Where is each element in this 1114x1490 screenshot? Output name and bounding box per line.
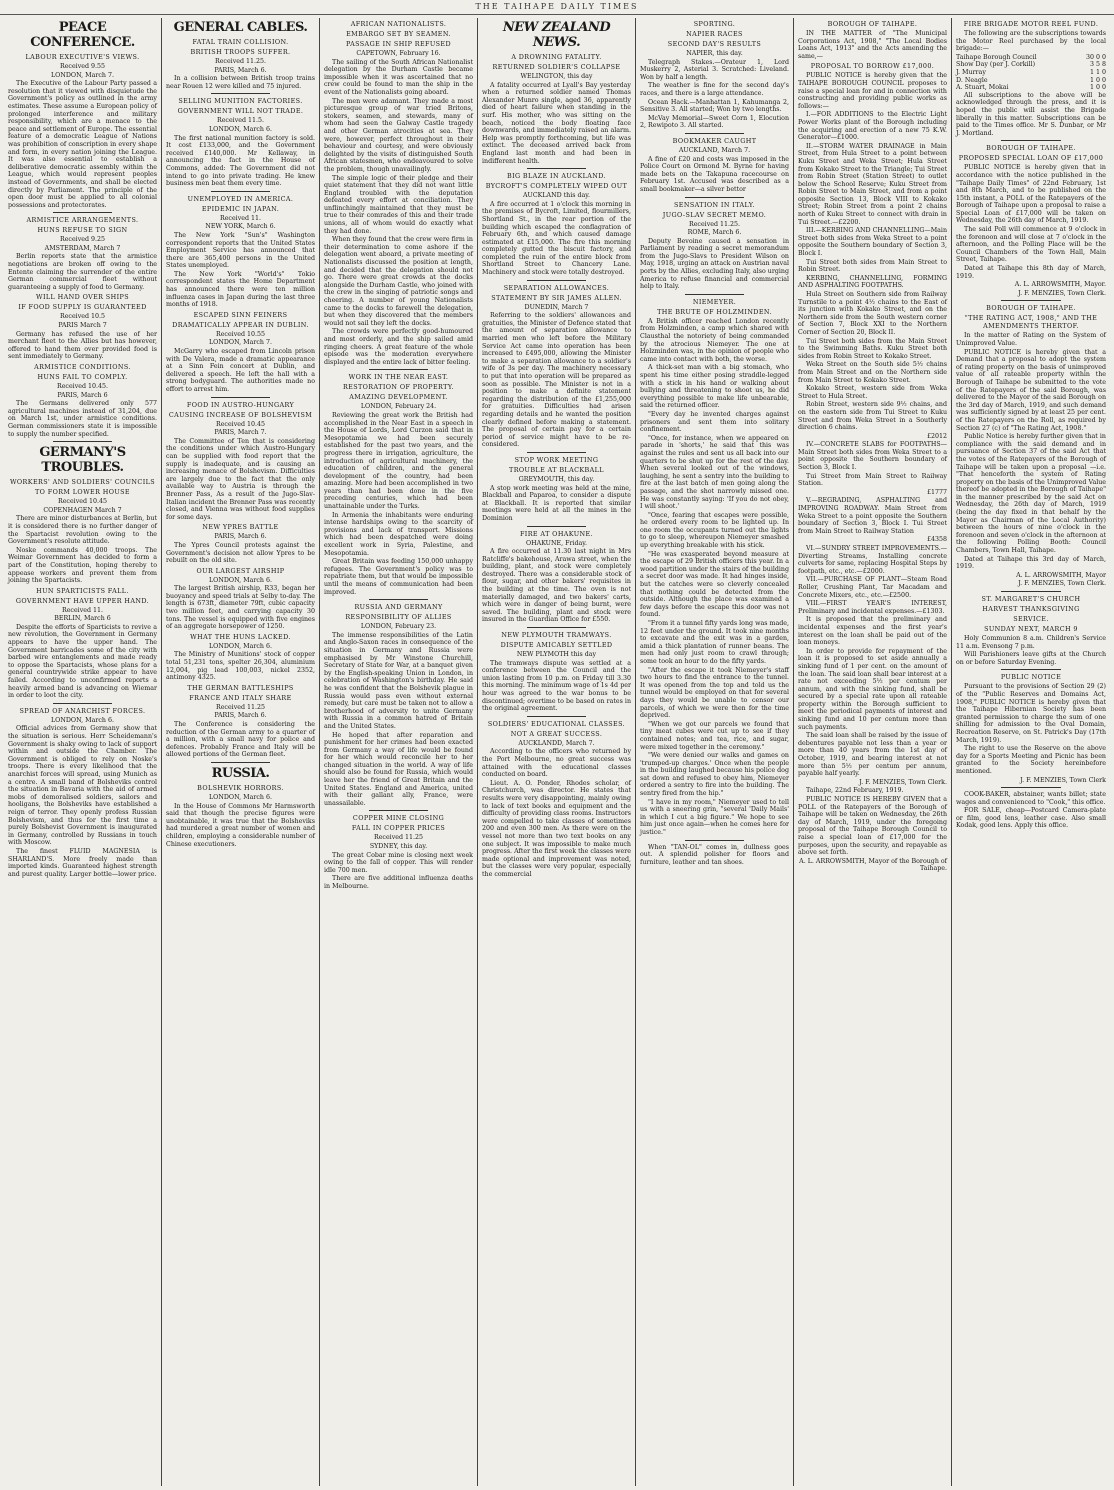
paragraph: The immense responsibilities of the Latin and Anglo-Saxon races in consequence of the situation in Germany and Russia were emphasised by Mr Winstone Churchill, Secretary of State for War, at a banquet given by the English-speaking Union in London, in celebration of Washington's birthday. He said he was confident that the Bolshevik plague in Russia would pass even without external remedy, but care must be taken not to allow a brotherhood of adversity to unite Germany with Russia in a common hatred of Britain and the United States. <box>324 631 473 730</box>
subscriber-name: J. Murray <box>956 68 986 76</box>
dateline: OHAKUNE, Friday. <box>526 539 587 547</box>
section-heading: TROUBLE AT BLACKBALL <box>509 465 604 474</box>
section-heading: NEW YPRES BATTLE <box>202 523 279 532</box>
dateline: WELINGTON, this day <box>520 73 593 80</box>
section-heading: FIRE BRIGADE MOTOR REEL FUND. <box>963 20 1099 28</box>
received-time: Received 11.25. <box>688 220 741 228</box>
paragraph: A fire occurred at 11.30 last night in Mrs Ratcliffe's bakehouse, Arawa street, when the building, plant, and stock were completely destroyed. There was a considerable stock of flour, sugar, and other bakers' requisites in the building at the time. The oven is not materially damaged, and two bakers' carts, which were in danger of being burnt, were saved. The building, plant and stock were insured in the Guardian Office for £550. <box>482 548 631 624</box>
dateline: SYDNEY, this day. <box>369 843 428 851</box>
divider <box>527 627 587 628</box>
subscription-amount: 3 5 8 <box>1089 61 1106 69</box>
section-heading: THE BRUTE OF HOLZMINDEN. <box>657 307 772 316</box>
paragraph: Berlin reports state that the armistice negotiations are broken off owing to the Entente claiming the surrender of the entire German commercial fleet without guaranteeing a supply of food to Germany. <box>8 253 157 291</box>
paragraph: I.—FOR ADDITIONS to the Electric Light Power Works plant of the Borough including the acquiring and erection of a new 75 K.W. Generator—£1000. <box>798 111 947 142</box>
section-heading: RETURNED SOLDIER'S COLLAPSE <box>492 63 621 71</box>
divider <box>369 369 429 370</box>
paragraph: The Conference is considering the reduction of the German army to a quarter of a million, with a small navy for police and defences. Probably France and Italy will be allowed portions of the German fleet. <box>166 721 315 759</box>
divider <box>53 703 113 704</box>
paragraph: Lieut. A. O. Ponder, Rhodes scholar, of Christchurch, was director. He states that results were very disappointing, mainly owing to lack of text books and equipment and the difficulty of providing class rooms. Instructors were compelled to take classes of sometimes 200 and even 300 men. As there were on the vessel not more than two text books on any one subject. It was impossible to make much progress. After the first week the classes were made optional and improvement was noted, but the classes were very popular, especially the commercial <box>482 779 631 878</box>
paragraph: "When we got our parcels we found that tiny meat cubes were cut up to see if they contained notes; and tea, rice, and sugar, were mixed together in the ceremony." <box>640 720 789 751</box>
headline: RUSSIA. <box>211 765 270 781</box>
subscriber-name: A. Stuart, Mokai <box>956 84 1009 92</box>
paragraph: Official advices from Germany show that the situation is serious. Herr Scheidemann's Government is shaky owing to lack of support within and outside the Chamber. The Government is obliged to rely on Noske's troops. There is every likelihood that the anarchist forces will spread, using Munich as a centre. A small band of Bolsheviks control the situation in Bavaria with the aid of armed mobs of demoralised soldiers, sailors and hooligans, the Bolsheviks have established a reign of terror. They openly profess Russian Bolshevism, and thus for the first time a purely Bolshevist Government is inaugurated in Germany, controlled by Russians in touch with Moscow. <box>8 725 157 847</box>
paragraph: In order to provide for repayment of the loan it is proposed to set aside annually a sinking fund of 1 per cent. on the amount of the loan. The said loan shall bear interest at a rate not exceeding 5½ per centum per annum, and with the sinking fund, shall be secured by a special rate upon all rateable property within the Borough sufficient to meet the periodical payments of interest and sinking fund and 10 per centum more than such payments. <box>798 647 947 731</box>
dateline: PARIS March 7 <box>58 322 107 330</box>
signature: £4358 <box>926 536 947 544</box>
section-heading: SPREAD OF ANARCHIST FORCES. <box>19 706 146 715</box>
divider <box>527 716 587 717</box>
dateline: PARIS, March 6. <box>214 533 267 541</box>
paragraph: A fire occurred at 1 o'clock this morning in the premises of Bycroft, Limited, flourmillers, Shortland St., in the rear portion of the building which escaped the conflagration of February 6th, and which caused damage estimated at £15,000. The fire this morning completely gutted the biscuit factory, and completed the ruin of the entire block from Shortland Street to Chancery Lane. Machinery and stock were totally destroyed. <box>482 200 631 277</box>
paragraph: The finest FLUID MAGNESIA is SHARLAND'S. More freely made than imported kinds. Guaranteed highest strength and purest quality. Larger bottle—lower price. <box>8 847 157 878</box>
paragraph: The Ministry of Munitions' stock of copper total 51,231 tons, spelter 26,304, aluminium 12,004, pig lead 100,003, nickel 2352, antimony 4325. <box>166 651 315 682</box>
dateline: PARIS, March 6 <box>57 391 108 399</box>
section-heading: UNEMPLOYED IN AMERICA. <box>187 194 294 203</box>
paragraph: There are five additional influenza deaths in Melbourne. <box>324 875 473 890</box>
received-time: Received 10.45. <box>56 383 109 390</box>
paragraph: Tui Street from Main Street to Railway Station. <box>798 472 947 488</box>
received-time: Received 11. <box>219 214 262 222</box>
section-heading: AMAZING DEVELOPMENT. <box>349 393 448 402</box>
paragraph: Weka Street on the South side 5½ chains from Main Street and on the Northern side from Main Street to Kokako Street. <box>798 361 947 384</box>
signature: A. L. ARROWSMITH, Mayor. <box>1014 281 1106 289</box>
subscription-line <box>956 77 1106 85</box>
section-heading: EMBARGO SET BY SEAMEN. <box>346 30 451 38</box>
paragraph: Taihape, 22nd February, 1919. <box>806 787 904 795</box>
signature: J. F. MENZIES, Town Clerk <box>1020 776 1106 784</box>
paragraph: "Once, fearing that escapes were possible, he ordered every room to be lighted up. In one room the occupants turned out the lights to go to sleep, whereupon Niemeyer smashed up everything breakable with his stick. <box>640 511 789 550</box>
received-time: Received 11. <box>61 606 104 614</box>
paragraph: In the matter of Rating on the System of Unimproved Value. <box>956 332 1106 347</box>
paragraph: McVay Memorial—Sweet Corn 1, Elocution 2, Rewipoto 3. All started. <box>640 114 789 130</box>
paragraph: PUBLIC NOTICE is hereby given that in accordance with the notice published in the "Taihape Daily Times" of 22nd February, 1st and 8th March, and to be published on the 15th instant, a POLL of the Ratepayers of the Borough of Taihape upon a proposal to raise a Special Loan of £17,000 will be taken on Wednesday, the 26th day of March, 1919. <box>956 164 1106 225</box>
divider <box>527 168 587 169</box>
divider <box>53 212 113 213</box>
divider <box>1001 591 1061 592</box>
paragraph: V.—REGRADING, ASPHALTING and IMPROVING ROADWAY. Main Street from Weka Street to a point opposite the Southern boundary of Section 3, Block I. Tui Street from Main Street to Railway Station <box>798 497 947 535</box>
paragraph: Holy Communion 8 a.m. Children's Service 11 a.m. Evensong 7 p.m. <box>956 635 1106 650</box>
paragraph: The largest British airship, R33, began her buoyancy and speed trials at Selby to-day. The length is 673ft, diameter 79ft, cubic capacity two million feet, and carrying capacity 30 tons. The vessel is equipped with five engines of an aggregate horsepower of 1250. <box>166 585 315 631</box>
section-heading: DRAMATICALLY APPEAR IN DUBLIN. <box>172 320 309 329</box>
section-heading: LABOUR EXECUTIVE'S VIEWS. <box>25 53 140 61</box>
section-heading: WORK IN THE NEAR EAST. <box>348 373 449 382</box>
paragraph: In the House of Commons Mr Harmsworth said that though the precise figures were unobtainable, it was true that the Bolsheviks had murdered a great number of women and children, employing a considerable number of Chinese executioners. <box>166 802 315 848</box>
section-heading: ESCAPED SINN FEINERS <box>193 310 288 319</box>
section-heading: BRITISH TROOPS SUFFER. <box>190 48 291 56</box>
divider <box>211 191 271 192</box>
dateline: AUCKLANDD, March 7. <box>518 739 595 747</box>
section-heading: NIEMEYER. <box>692 297 737 306</box>
received-time: Received 10.55 <box>215 330 266 338</box>
paragraph: VII.—PURCHASE OF PLANT—Steam Road Roller, Crushing Plant, Tar Macadam and Concrete Mixers, etc., etc.—£2500. <box>798 576 947 599</box>
paragraph: The sailing of the South African Nationalist delegation by the Durham Castle became impossible when it was ascertained that no crew could be found to man the ship in the event of the Nationalists going aboard. <box>324 58 473 96</box>
section-heading: A DROWNING FATALITY. <box>511 53 602 61</box>
section-heading: HARVEST THANKSGIVING <box>982 605 1080 613</box>
dateline: LONDON, March 7. <box>51 71 114 79</box>
section-heading: SELLING MUNITION FACTORIES. <box>178 97 303 106</box>
paragraph: A stop work meeting was held at the mine, Blackball and Paparoa, to consider a dispute at Blackball. It is reported that similar meetings were held at all the mines in the Dominion <box>482 484 631 522</box>
section-heading: TO FORM LOWER HOUSE <box>35 488 130 497</box>
signature: J. F. MENZIES, Town Clerk. <box>859 778 947 786</box>
paragraph: Ocean Hack.—Manhattan 1, Kahumanga 2, Sensitive 3. All started; Won by two lengths. <box>640 98 789 114</box>
paragraph: PUBLIC NOTICE is hereby given that the TAIHAPE BOROUGH COUNCIL proposes to raise a special loan for and in connection with constructing and providing public works as follows:— <box>798 72 947 110</box>
section-heading: SEPARATION ALLOWANCES. <box>503 283 610 292</box>
paragraph: PUBLIC NOTICE IS HEREBY GIVEN that a POLL of the Ratepayers of the Borough of Taihape will be taken on Wednesday, the 26th day of March, 1919, under the foregoing proposal of the Taihape Borough Council to raise a special loan of £17,000 for the purposes, upon the security, and repayable as above set forth. <box>798 796 947 857</box>
divider <box>1001 787 1061 788</box>
paragraph: II.—STORM WATER DRAINAGE in Main Street, from Hula Street to a point between Kuku Street and Weka Street; Hula Street from Kokako Street to the Triangle; Tui Street from Robin Street (Station Street) to outlet below the School Reserve; Kuku Street from Robin Street to Main Street, and from a point opposite Section 13, Block VIII to Kokako Street; Robin Street from a point 2 chains north of Kuku Street to connect with drain in Tui Street.—£2200. <box>798 142 947 226</box>
paragraph: The said Poll will commence at 9 o'clock in the forenoon and will close at 7 o'clock in the afternoon, and the Polling Place will be the Council Chambers of the Town Hall, Main Street, Taihape. <box>956 226 1106 264</box>
divider <box>527 526 587 527</box>
dateline: LONDON, February 24. <box>360 403 437 411</box>
paragraph: The simple logic of their pledge and their quiet statement that they did not want little England troubled with the deputation defeated every effort at conciliation. They unflinchingly maintained that they must be true to their comrades of this and their trade unions, all of whom would do exactly what they had done. <box>324 174 473 235</box>
divider <box>1001 300 1061 301</box>
dateline: PARIS, March 7. <box>214 429 267 437</box>
section-heading: HUNS REFUSE TO SIGN <box>37 226 128 235</box>
subscriber-name: Taihape Borough Council <box>956 53 1037 61</box>
divider <box>369 810 429 811</box>
subscription-amount: 1 0 0 <box>1089 84 1106 92</box>
section-heading: AFRICAN NATIONALISTS. <box>350 20 447 28</box>
column-2 <box>162 18 320 1486</box>
paragraph: In a collision between British troop trains near Rouen 12 were killed and 75 injured. <box>166 75 315 90</box>
headline: GERMANY'S TROUBLES. <box>39 445 126 476</box>
column-1 <box>4 18 162 1486</box>
headline: NEW ZEALAND NEWS. <box>502 20 611 50</box>
paragraph: A fine of £20 and costs was imposed in the Police Court on Ormond M. Byrne for having made bets on the Takapuna racecourse on February 1st. Accused was described as a small bookmaker—a silver bettor <box>640 155 789 193</box>
dateline: GREYMOUTH, this day. <box>518 475 595 483</box>
paragraph: When "TAN-OL" comes in, dullness goes out. A splendid polisher for floors and furniture, leather and tan shoes. <box>640 843 789 866</box>
section-heading: "THE RATING ACT, 1908," AND THE AMENDMENTS THERTOF. <box>964 314 1098 331</box>
paragraph: All subscriptions to the above will be acknowledged through the press, and it is hoped the public will assist the Brigade liberally in this matter. Subscriptions can be paid to the Times office. Mr S. Dunbar, or Mr J. Mortland. <box>956 91 1106 137</box>
section-heading: CAUSING INCREASE OF BOLSHEVISM <box>168 410 313 419</box>
paragraph: IV.—CONCRETE SLABS for FOOTPATHS—Main Street both sides from Weka Street to a point opposite the Southern boundary of Section 3, Block I. <box>798 441 947 472</box>
paragraph: Deputy Bevoine caused a sensation in Parliament by reading a secret memorandum from the Jugo-Slavs to President Wilson on May, 1918, urging an attack on Austrian naval ports by the Allies, excluding Italy, also urging America to refuse financial and commercial help to Italy. <box>640 237 789 291</box>
paragraph: "After the escape it took Niemeyer's staff two hours to find the entrance to the tunnel. It was opened from the top and told us the tunnel would be employed on that for several days they would be unable to censor our parcels, of which we were then for the time deprived. <box>640 666 789 720</box>
divider <box>527 452 587 453</box>
dateline: LONDON, March 6. <box>51 716 114 724</box>
paragraph: "From it a tunnel fifty yards long was made, 12 feet under the ground. It took nine months to excavate and the exit was in a garden, amid a thick plantation of runner beans. The men had only just room to crawl through; some took an hour to do the fifty yards. <box>640 620 789 665</box>
divider <box>1001 669 1061 670</box>
paragraph: Will Parishioners leave gifts at the Church on or before Saturday Evening. <box>956 651 1106 666</box>
signature: A. L. ARROWSMITH, Mayor <box>1016 571 1106 579</box>
paragraph: IN THE MATTER of "The Municipal Corporations Act, 1908," "The Local Bodies Loans Act, 1913" and the Acts amending the same,— <box>798 30 947 60</box>
section-heading: JUGO-SLAV SECRET MEMO. <box>662 210 767 219</box>
divider <box>1001 140 1061 141</box>
section-heading: SENSATION IN ITALY. <box>674 200 755 209</box>
section-heading: RUSSIA AND GERMANY <box>354 603 443 612</box>
section-heading: SPORTING. <box>693 20 736 28</box>
dateline: LONDON, March 6. <box>209 793 272 801</box>
paragraph: Noske commands 40,000 troops. The Weimar Government has decided to form a part of the Constitution, hoping thereby to appease workers and prevent them from joining the Spartacists. <box>8 546 157 585</box>
dateline: COPENHAGEN March 7 <box>43 506 122 514</box>
dateline: DUNEDIN, March 7 <box>524 303 589 311</box>
subscription-line <box>956 84 1106 92</box>
dateline: BERLIN, March 6 <box>54 615 111 623</box>
section-heading: PROPOSAL TO BORROW £17,000. <box>810 62 935 71</box>
section-heading: SOLDIERS' EDUCATIONAL CLASSES. <box>487 719 626 728</box>
dateline: LONDON, February 23. <box>360 623 437 631</box>
section-heading: OUR LARGEST AIRSHIP <box>196 566 285 575</box>
paragraph: The right to use the Reserve on the above day for a Sports Meeting and Picnic has been granted to the Society hereinbefore mentioned. <box>956 745 1106 775</box>
section-heading: WORKERS' AND SOLDIERS' COUNCILS <box>9 478 156 487</box>
subscription-amount: 30 0 0 <box>1085 53 1106 61</box>
divider <box>685 840 745 841</box>
dateline: NEW PLYMOTH this day <box>516 651 597 659</box>
section-heading: FRANCE AND ITALY SHARE <box>189 693 292 702</box>
section-heading: BOOKMAKER CAUGHT <box>672 136 757 145</box>
dateline: LONDON, March 6. <box>209 125 272 133</box>
paragraph: The first national munition factory is sold. It cost £133,000, and the Government received £140,000. Mr Kellaway, in announcing the fact in the House of Commons, added: The Government did not intend to go into private trading. He knew business men beat them every time. <box>166 134 315 188</box>
paragraph: "We were denied our walks and games on 'trumped-up charges.' Once when the people in the building laughed because his police dog sat down and refused to obey him, Niemeyer ordered a sentry to fire into the building. The sentry fired from the hip." <box>640 752 789 798</box>
paragraph: Great Britain was feeding 150,000 unhappy refugees. The Government's policy was to repatriate them, but that would be impossible until the means of communication had been improved. <box>324 558 473 596</box>
paragraph: When they found that the crew were firm in their determination to come ashore if the delegation went aboard, a private meeting of Nationalists discussed the position at length, and decided that the delegation should not go. There were great crowds at the docks alongside the Durham Castle, who joined with the crew in the singing of patriotic songs and cheering. A number of young Nationalists came to the docks to farewell the delegation, but when they discovered that the members would not sail they left the docks. <box>324 236 473 327</box>
section-heading: FALL IN COPPER PRICES <box>351 824 446 833</box>
signature: £1777 <box>926 488 947 496</box>
paragraph: "Once, for instance, when we appeared on parade in 'shorts,' he said that this was against the rules and sent us all back into our quarters to be shut up for the rest of the day. When several looked out of the windows, laughing, he sent a sentry into the building to fire at the last batch of men going along the passage, and the shot narrowly missed one. He was constantly saying: 'If you do not obey, I will shoot.' <box>640 434 789 511</box>
section-heading: NOT A GREAT SUCCESS. <box>510 729 603 738</box>
section-heading: PUBLIC NOTICE <box>1000 673 1062 682</box>
section-heading: FOOD IN AUSTRO-HUNGARY <box>186 400 295 409</box>
paragraph: Despite the efforts of Sparticists to revive a new revolution, the Government in Germany appears to have the upper hand. The Government barricades some of the city with barbed wire entanglements and made ready to oppose the Spartacists, whose plans for a general countrywide strike appear to have failed. According to unconfirmed reports a heavily armed band is advancing on Wiemar in order to loot the city. <box>8 623 157 700</box>
paragraph: Public Notice is hereby further given that in compliance with the said demand and in pursuance of Section 37 of the said Act that the votes of the Ratepayers of the Borough of Taihape will be taken upon a proposal —i.e. "That henceforth the system of Rating property on the basis of the Unimproved Value thereof be adopted in the Borough of Taihape" in the manner prescribed by the said Act on Wednesday, the 26th day of March, 1919 (being the day fixed in that behalf by the Mayor as Chairman of the Local Authority) between the hours of nine o'clock in the forenoon and seven o'clock in the afternoon at the following Polling Booth: Council Chambers, Town Hall, Taihape. <box>956 433 1106 555</box>
received-time: Received 9.55 <box>59 63 106 70</box>
paragraph: The Ypres Council protests against the Government's decision not allow Ypres to be rebuilt on the old site. <box>166 541 315 565</box>
paragraph: The New York "World's" Tokio correspondent states the Home Department has announced there were ten million influenza cases in Japan during the last three months of 1918. <box>166 270 315 309</box>
section-heading: NAPIER RACES <box>686 30 743 38</box>
paragraph: Reviewing the great work the British had accomplished in the Near East in a speech in the House of Lords, Lord Curzon said that in Mesopotamia we had been securely established for the past two years, and the progress there in irrigation, agriculture, the introduction of agricultural machinery, the education of children, and the general development of the country, had been amazing. More had been accomplished in two years than had been done in the five preceding centuries, which had been unattainable under the Turks. <box>324 411 473 511</box>
divider <box>685 133 745 134</box>
section-heading: STATEMENT BY SIR JAMES ALLEN. <box>491 293 622 302</box>
paragraph: Pursuant to the provisions of Section 29 (2) of the "Public Reserves and Domains Act, 1908," PUBLIC NOTICE is hereby given that the Taihape Hibernian Society has been granted permission to charge the sum of one shilling for admission to the Oval Domain, Recreation Reserve, on St. Patrick's Day (17th March, 1919). <box>956 683 1106 744</box>
paragraph: It is proposed that the preliminary and incidental expenses and the first year's interest on the loan shall be paid out of the loan moneys. <box>798 616 947 647</box>
signature: J. F. MENZIES, Town Clerk. <box>1018 289 1106 297</box>
section-heading: RESPONSIBILITY OF ALLIES <box>345 613 452 622</box>
subscription-line <box>956 54 1106 62</box>
section-heading: WILL HAND OVER SHIPS <box>36 293 129 302</box>
divider <box>53 441 113 442</box>
paragraph: III.—KERBING AND CHANNELLING—Main Street both sides from Weka Street to a point opposite the Southern boundary of Section 3, Block I. <box>798 227 947 258</box>
paragraph: VI.—SUNDRY STREET IMPROVEMENTS.—Diverting Streams, Installing concrete culverts for same, replacing Hospital Steps by footpath, etc., etc.—£2000. <box>798 545 947 575</box>
newspaper-page <box>4 18 1110 1486</box>
masthead: THE TAIHAPE DAILY TIMES <box>0 0 1114 15</box>
paragraph: The Committee of Ten that is considering the conditions under which Austro-Hungary can be supplied with food report that the supply is inadequate, and is causing an increasing menace of Bolshevism. Difficulties are largely due to the fact that the only available way to Austria is through the Brenner Pass, As a result of the Jugo-Slav-Italian incident the Brenner Pass was recently closed, and Vienna was without food supplies for some days. <box>166 437 315 521</box>
section-heading: ST. MARGARET'S CHURCH <box>981 595 1081 603</box>
paragraph: Robin Street, western side 9½ chains, and on the eastern side from Tui Street to Kuku Street and from Weka Street in a Southerly direction 6 chains. <box>798 401 947 432</box>
dateline: NEW YORK, March 6. <box>205 223 276 231</box>
dateline: AUCKLAND, March 7. <box>678 146 751 154</box>
section-heading: COPPER MINE CLOSING <box>352 814 445 823</box>
section-heading: THE GERMAN BATTLESHIPS <box>187 683 294 692</box>
column-4 <box>478 18 636 1486</box>
paragraph: Kokako Street, western side from Weka Street to Hula Street. <box>798 385 947 400</box>
received-time: Received 11.25. <box>214 58 267 65</box>
paragraph: The Executive of the Labour Party passed a resolution that it viewed with disquietude the Government's policy as outlined in the army estimates. These assume a European policy of prolonged interference and military responsibility, which are a menace to the peace and settlement of Europe. The essential feature of a democratic League of Nations was prohibition of conscription in every shape and form, in every nation joining the League. It was also essential to establish a deliberative democratic assembly within the League, which would represent peoples instead of Governments, and shall be elected directly by Parliament. The principle of the open door must be applied to all colonial possessions and protectorates. <box>8 80 157 209</box>
paragraph: The men were adamant. They made a most picturesque group of war tried Britons, stokers, seamen, and stewards, many of whom had seen the Galway Castle tragedy and other German atrocities at sea. They were, however, perfect throughout in their behaviour and courtesy, and were obviously delighted by the visits of distinguished South African statesmen, who endeavoured to solve the problem, though unavailingly. <box>324 97 473 173</box>
paragraph: A thick-set man with a big stomach, who spent his time either posing straddle-legged with a stick in his hand or walking about bullying and threatening to shoot us, he did everything possible to make life unbearable, said the returned officer. <box>640 364 789 410</box>
divider <box>211 397 271 398</box>
paragraph: VIII.—FIRST YEAR'S INTEREST, Preliminary and incidental expenses.—£1303. <box>798 600 947 615</box>
signature: A. L. ARROWSMITH, Mayor of the Borough of Taihape. <box>799 857 947 873</box>
column-5 <box>636 18 794 1486</box>
divider <box>527 280 587 281</box>
section-heading: SECOND DAY'S RESULTS <box>667 40 762 48</box>
paragraph: He hoped that after reparation and punishment for her crimes had been exacted from Germany a way of life would be found for her which would reconcile her to her changed situation in the world. A way of life should also be found for Russia, which would leave her the friend of Great Britain and the United States. England and America, united with their gallant ally, France, were unassailable. <box>324 731 473 807</box>
dateline: PARIS, March 6. <box>214 712 267 720</box>
section-heading: BOLSHEVIK HORRORS. <box>197 783 284 792</box>
divider <box>369 599 429 600</box>
section-heading: BOROUGH OF TAIHAPE. <box>986 144 1076 153</box>
paragraph: Tui Street both sides from the Main Street to the Swimming Baths. Kuku Street both sides from Robin Street to Kokako Street. <box>798 337 947 360</box>
dateline: LONDON, March 6. <box>209 576 272 584</box>
dateline: ROME, March 6. <box>687 229 742 237</box>
section-heading: PROPOSED SPECIAL LOAN OF £17,000 <box>958 154 1104 163</box>
section-heading: NEW PLYMOUTH TRAMWAYS. <box>501 631 612 640</box>
paragraph: The following are the subscriptions towards the Motor Reel purchased by the local brigade:— <box>956 30 1106 53</box>
paragraph: A British officer reached London recently from Holzminden, a camp which shared with Clausthal the notoriety of being commanded by the atrocious Niemeyer. The one at Holzminden was, in the opinion of people who came into contact with both, the worse. <box>640 317 789 363</box>
paragraph: Referring to the soldiers' allowances and gratuities, the Minister of Defence stated that the amount of separation allowance to married men who left before the Military Service Act came into operation has been increased to £495,000, allowing the Minister to make a separation allowance to a soldier's wife of 3s per day. The machinery necessary to put that into operation will be prepared as soon as possible. The Minister is not in a position to make a definite statement regarding the distribution of the £1,255,000 for gratuities. Difficulties had arisen regarding details and he wanted the position clearly defined before making a statement. The proposal of certain pay for a certain period of service might have to be re-considered. <box>482 312 631 449</box>
paragraph: Dated at Taihape this 3rd day of March, 1919. <box>956 555 1106 571</box>
paragraph: There are minor disturbances at Berlin, but it is considered there is no further danger of the Spartacist revolution owing to the Government's resolute attitude. <box>8 515 157 546</box>
subscription-line <box>956 69 1106 77</box>
paragraph: A fatality occurred at Lyall's Bay yesterday when a returned soldier named Thomas Alexander Munro single, aged 36, apparently died of heart failure when standing in the surf. His mother, who was sitting on the beach, noticed the body floating face downwards, and immediately raised an alarm. Help was promptly forthcoming, but life was extinct. The deceased arrived back from England last month and had been in indifferent health. <box>482 81 631 165</box>
section-heading: WHAT THE HUNS LACKED. <box>190 632 291 641</box>
paragraph: The great Cobar mine is closing next week owing to the fall of copper. This will render idle 700 men. <box>324 851 473 874</box>
dateline: AUCKLAND this day. <box>522 192 590 200</box>
section-heading: BIG BLAZE IN AUCKLAND. <box>506 172 607 181</box>
paragraph: Telegraph Stakes.—Orateur 1, Lord Muskerry 2, Asterial 3. Scratched: Liveland. Won by half a length. <box>640 58 789 81</box>
received-time: Received 9.25 <box>59 236 106 244</box>
divider <box>211 762 271 763</box>
paragraph: Tui Street both sides from Main Street to Robin Street. <box>798 258 947 274</box>
paragraph: Dated at Taihape this 8th day of March, 1919. <box>956 265 1106 280</box>
dateline: AMSTERDAM, March 7 <box>44 244 121 252</box>
section-heading: STOP WORK MEETING <box>514 455 599 464</box>
headline: PEACE CONFERENCE. <box>30 20 135 50</box>
section-heading: BOROUGH OF TAIHAPE. <box>827 20 918 28</box>
paragraph: "I have in my room," Niemeyer used to tell us with a sneering grin, "several 'Daily Mails' in which I cut a big figure." We hope to see him just once again—when he comes here for justice." <box>640 798 789 837</box>
dateline: CAPETOWN, February 16. <box>356 50 441 57</box>
paragraph: "He was exasperated beyond measure at the escape of 29 British officers this year. In a wood partition under the stairs of the building a secret door was made. It had hinges inside, but the catches were so cleverly concealed that nothing could be detected from the outside. Although the place was examined a few days before the escape this door was not found. <box>640 550 789 619</box>
section-heading: ARMISTICE ARRANGEMENTS. <box>26 216 139 225</box>
subscriber-name: Show Day (per J. Corkill) <box>956 61 1036 69</box>
subscriber-name: D. Neagle <box>956 76 988 84</box>
section-heading: HUN SPARTICISTS FALL. <box>36 586 129 595</box>
paragraph: According to the officers who returned by the Port Melbourne, no great success was attained with the educational classes conducted on board. <box>482 748 631 779</box>
dateline: LONDON, March 6. <box>209 642 272 650</box>
divider <box>211 93 271 94</box>
paragraph: In Armenia the inhabitants were enduring intense hardships owing to the scarcity of provisions and lack of transport. Missions which had been despatched were doing excellent work in Syria, Palestine, and Mesopotamia. <box>324 511 473 557</box>
section-heading: GOVERNMENT HAVE UPPER HAND. <box>15 596 150 605</box>
paragraph: The New York "Sun's" Washington correspondent reports that the United States Employment Service has announced that there are 365,400 persons in the United States unemployed. <box>166 231 315 270</box>
section-heading: ARMISTICE CONDITIONS. <box>34 363 131 371</box>
paragraph: The tramways dispute was settled at a conference between the Council and the union lasting from 10 p.m. on Friday till 3.30 this morning. The minimum wage of 1s 4d per hour was agreed to the war bonus to be discontinued; overtime to be based on rates in the original agreement. <box>482 659 631 713</box>
subscription-amount: 1 1 0 <box>1089 68 1106 76</box>
paragraph: FOR SALE, cheap—Postcard Camera-plate or film, good lens, leather case. Also small Kodak, good lens. Apply this office. <box>956 807 1106 830</box>
paragraph: COOK-BAKER, abstainer, wants billet; state wages and convenienced to "Cook," this office. <box>956 791 1106 806</box>
dateline: PARIS, March 6. <box>214 66 267 74</box>
section-heading: BYCROFT'S COMPLETELY WIPED OUT <box>485 182 628 191</box>
section-heading: FIRE AT OHAKUNE. <box>519 529 594 538</box>
signature: J. F. MENZIES, Town Clerk. <box>1018 580 1106 588</box>
signature: £2012 <box>926 432 947 440</box>
received-time: Received 11.25 <box>373 834 424 842</box>
section-heading: BOROUGH OF TAIHAPE. <box>986 304 1076 313</box>
subscription-line <box>956 61 1106 69</box>
subscription-amount: 1 0 0 <box>1089 76 1106 84</box>
received-time: Received 10.45 <box>215 420 266 428</box>
dateline: NAPIER, this day. <box>686 50 743 57</box>
column-6 <box>794 18 952 1486</box>
divider <box>685 294 745 295</box>
paragraph: The weather is fine for the second day's races, and there is a large attendance. <box>640 82 789 97</box>
section-heading: DISPUTE AMICABLY SETTLED <box>500 641 613 650</box>
paragraph: The said loan shall be raised by the issue of debentures payable not less than a year or more than 40 years from the 1st day of October, 1919, and bearing interest at not more than 5½ per centum per annum, payable half yearly. <box>798 732 947 778</box>
column-3 <box>320 18 478 1486</box>
paragraph: KERBING, CHANNELLING, FORMING AND ASPHALTING FOOTPATHS. <box>798 274 947 290</box>
received-time: Received 11.5. <box>216 117 265 125</box>
headline: GENERAL CABLES. <box>173 20 308 35</box>
divider <box>685 197 745 198</box>
column-7 <box>952 18 1110 1486</box>
dateline: LONDON, March 7. <box>209 339 272 347</box>
section-heading: SUNDAY NEXT, MARCH 9 <box>984 625 1078 633</box>
paragraph: Germany has refused the use of her merchant fleet to the Allies but has however, offered to hand them over provided food is sent immediately to Germany. <box>8 330 157 361</box>
paragraph: The Germans delivered only 577 agricultural machines instead of 31,204, due on March 1st, under armistice conditions. German commissioners state it is impossible to supply the number specified. <box>8 400 157 438</box>
received-time: Received 11.25 <box>215 703 266 711</box>
received-time: Received 10.45 <box>57 498 108 506</box>
paragraph: Hula Street on Southern side from Railway Turnstile to a point 4½ chains to the East of its junction with Kokako Street, and on the Northern side from the South western corner of Section 7, Block XXI to the Northern Corner of Section 20, Block II. <box>798 291 947 336</box>
section-heading: GOVERNMENT WILL NOT TRADE. <box>177 107 304 116</box>
section-heading: EPIDEMIC IN JAPAN. <box>201 204 280 213</box>
paragraph: PUBLIC NOTICE is hereby given that a Demand that a proposal to adopt the system of rating property on the basis of unimproved value of all rateable property within the Borough of Taihape be submitted to the vote of the Ratepayers of the said Borough, was delivered to the Mayor of the said Borough on the 3rd day of March, 1919, and such demand was sufficiently signed by at least 25 per cent. of the Ratepayers on the Roll, as required by Section 27 (c) of "The Rating Act, 1908." <box>956 348 1106 432</box>
section-heading: PASSAGE IN SHIP REFUSED <box>345 40 451 48</box>
section-heading: RESTORATION OF PROPERTY. <box>342 383 455 392</box>
section-heading: FATAL TRAIN COLLISION. <box>192 38 289 46</box>
paragraph: "Every day he invented charges against prisoners and sent them into solitary confinement. <box>640 410 789 434</box>
paragraph: McGarry who escaped from Lincoln prison with De Valera, made a dramatic appearance at a Sinn Fein concert at Dublin, and delivered a speech. He left the hall with a strong bodyguard. The authorities made no effort to arrest him. <box>166 348 315 393</box>
section-heading: IF FOOD SUPPLY IS GUARANTEED <box>18 303 147 312</box>
paragraph: The crowds were perfectly good-humoured and most orderly, and the ship sailed amid ringing cheers. A great feature of the whole episode was the moderation everywhere displayed and the entire lack of bitter feeling. <box>324 328 473 366</box>
section-heading: SERVICE. <box>1013 615 1049 623</box>
received-time: Received 10.5 <box>59 313 106 321</box>
section-heading: HUNS FAIL TO COMPLY. <box>37 373 128 381</box>
